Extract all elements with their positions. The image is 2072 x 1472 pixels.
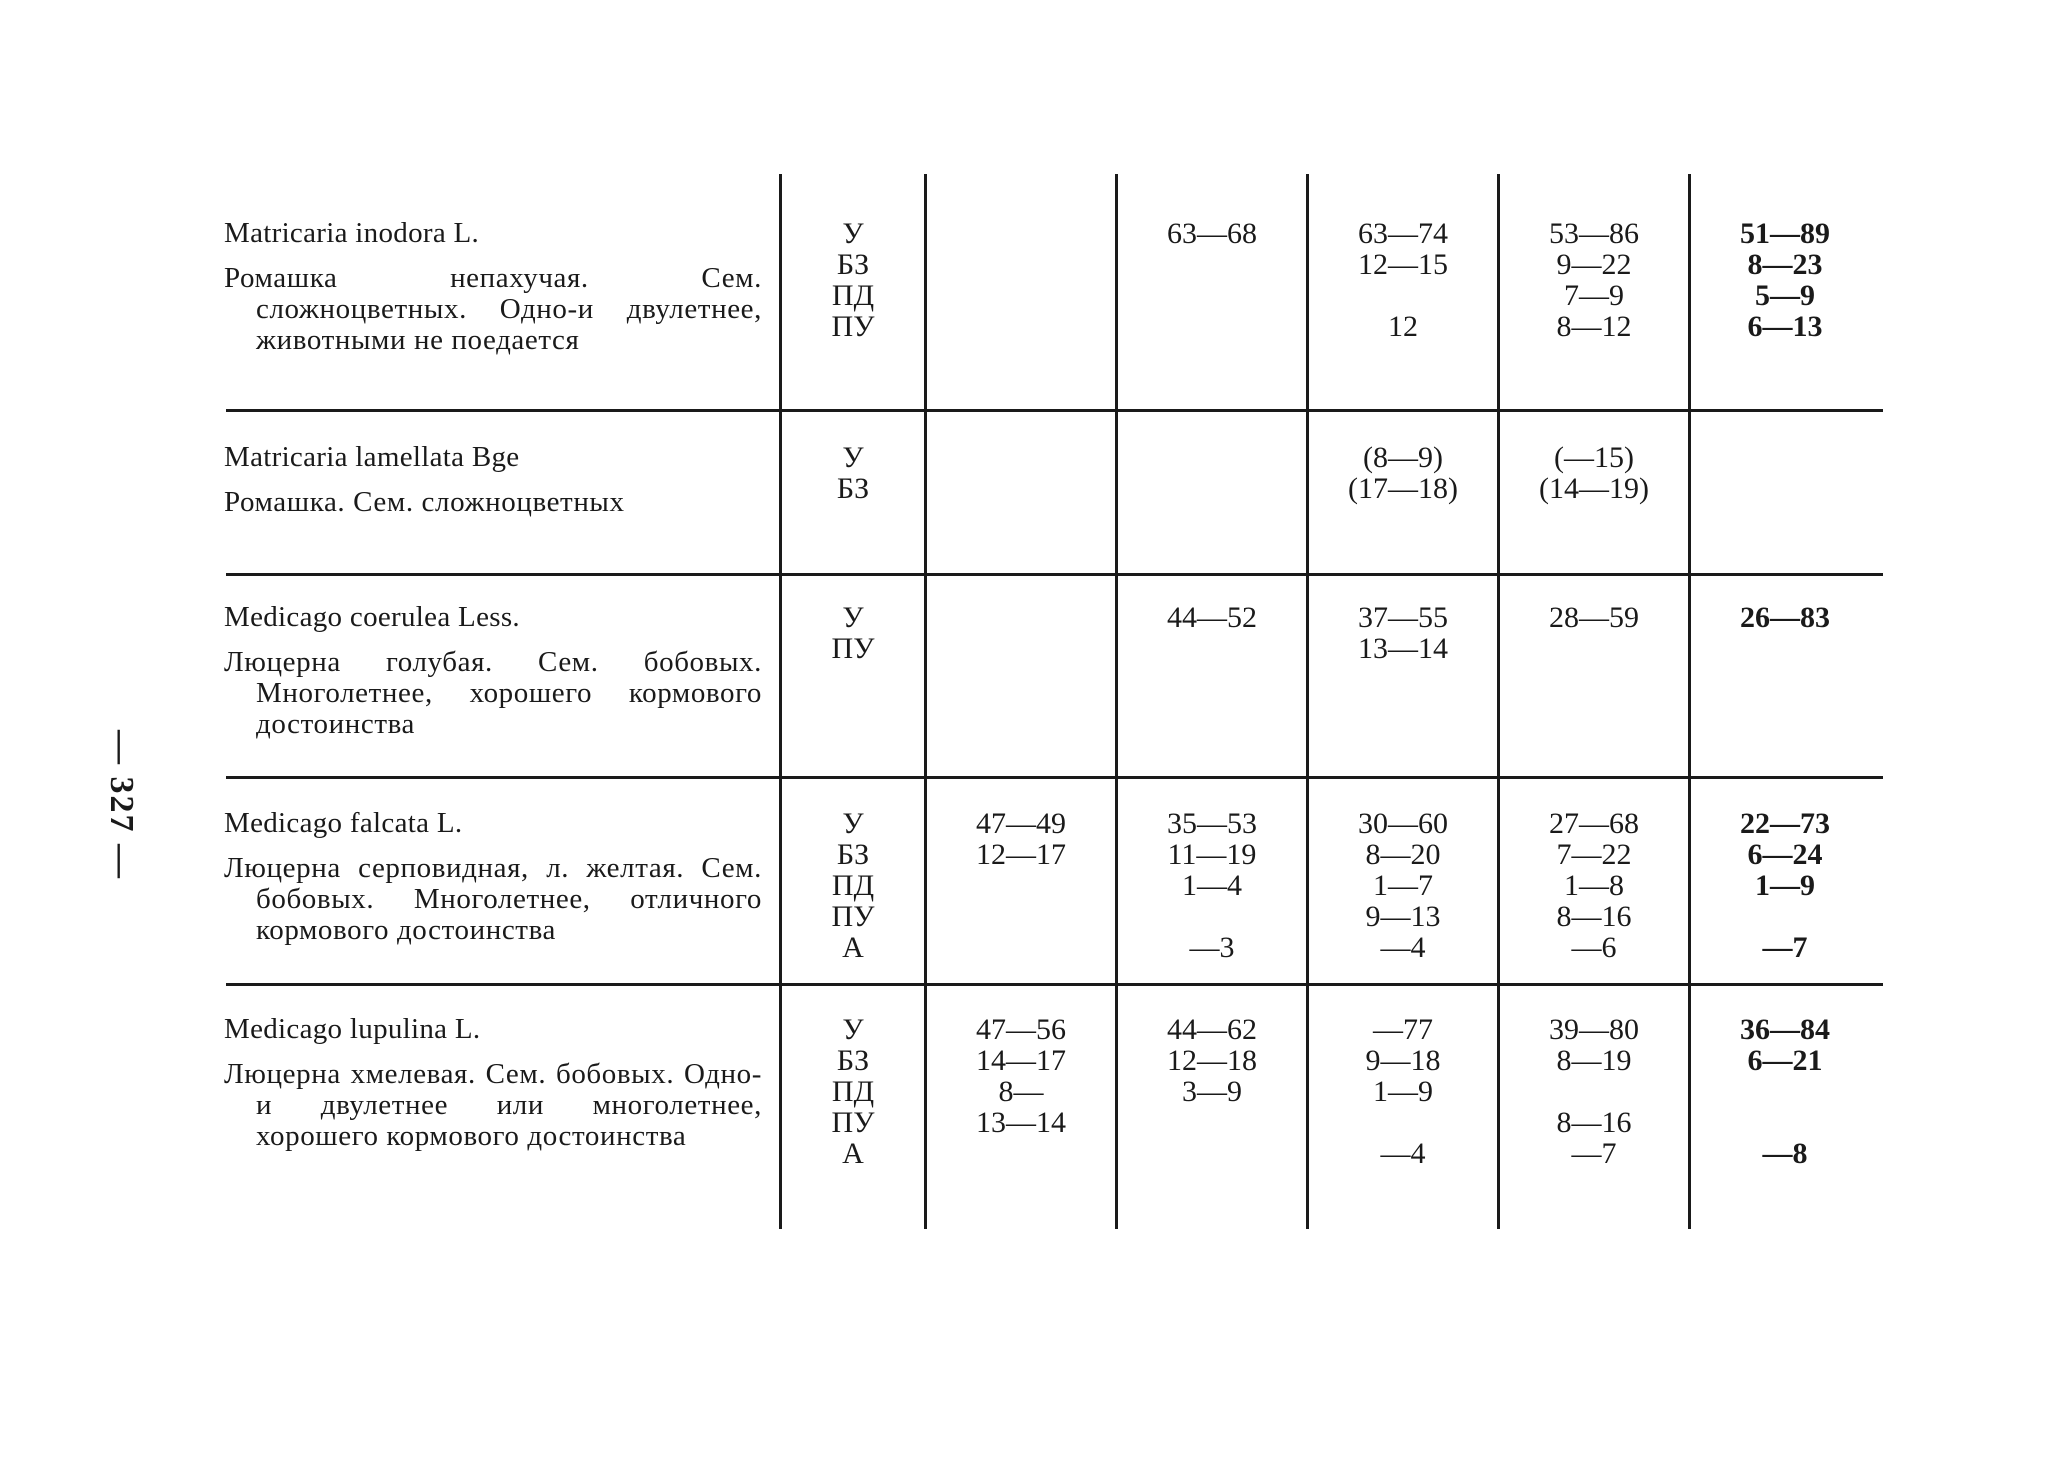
column-rule bbox=[1115, 174, 1118, 1229]
species-description: Ромашка непахучая. Сем. сложноцветных. Одно-и двулетнее, животными не поедается bbox=[224, 262, 762, 356]
row-separator bbox=[226, 776, 1883, 779]
species-description: Люцерна голубая. Сем. бобовых. Многолетнее, хорошего кормового достоинства bbox=[224, 646, 762, 740]
row-separator bbox=[226, 573, 1883, 576]
table-row bbox=[224, 808, 762, 946]
value-cell: 44—52 bbox=[1167, 601, 1257, 634]
value-cell: 37—55 13—14 bbox=[1358, 601, 1448, 665]
code-cell: У ПУ bbox=[831, 601, 875, 665]
column-rule bbox=[1306, 174, 1309, 1229]
value-cell: 36—84 6—21 —8 bbox=[1740, 1013, 1830, 1170]
value-cell bbox=[1119, 442, 1305, 504]
code-cell: У БЗ ПД ПУ А bbox=[831, 807, 875, 964]
species-description: Ромашка. Сем. сложноцветных bbox=[224, 486, 625, 518]
species-latin-name: Matricaria inodora L. bbox=[224, 217, 480, 249]
column-rule bbox=[779, 174, 782, 1229]
species-latin-name: Medicago lupulina L. bbox=[224, 1013, 481, 1045]
value-cell bbox=[928, 602, 1114, 664]
value-cell bbox=[928, 218, 1114, 342]
row-separator bbox=[226, 409, 1883, 412]
species-latin-name: Medicago coerulea Less. bbox=[224, 601, 520, 633]
value-cell: (8—9) (17—18) bbox=[1348, 441, 1458, 505]
value-cell: 26—83 bbox=[1740, 601, 1830, 634]
value-cell: 35—53 11—19 1—4 —3 bbox=[1167, 807, 1257, 964]
table-row bbox=[224, 1014, 762, 1152]
value-cell: (—15) (14—19) bbox=[1539, 441, 1649, 505]
column-rule bbox=[1688, 174, 1691, 1229]
value-cell: 53—86 9—22 7—9 8—12 bbox=[1549, 217, 1639, 343]
species-latin-name: Medicago falcata L. bbox=[224, 807, 463, 839]
column-rule bbox=[924, 174, 927, 1229]
value-cell: 30—60 8—20 1—7 9—13 —4 bbox=[1358, 807, 1448, 964]
page-number: — 327 — bbox=[103, 730, 140, 880]
code-cell: У БЗ ПД ПУ bbox=[831, 217, 875, 343]
value-cell: 44—62 12—18 3—9 bbox=[1167, 1013, 1257, 1108]
value-cell: 51—89 8—23 5—9 6—13 bbox=[1740, 217, 1830, 343]
value-cell: 28—59 bbox=[1549, 601, 1639, 634]
value-cell: 63—74 12—15 12 bbox=[1358, 217, 1448, 343]
species-description: Люцерна серповидная, л. желтая. Сем. бобовых. Многолетнее, отличного кормового достоинства bbox=[224, 852, 762, 946]
value-cell: 22—73 6—24 1—9 —7 bbox=[1740, 807, 1830, 964]
column-rule bbox=[1497, 174, 1500, 1229]
table-row bbox=[224, 442, 762, 518]
value-cell: 63—68 bbox=[1167, 217, 1257, 250]
value-cell: 27—68 7—22 1—8 8—16 —6 bbox=[1549, 807, 1639, 964]
value-cell bbox=[1692, 442, 1878, 504]
value-cell: 47—49 12—17 bbox=[976, 807, 1066, 871]
table-row bbox=[224, 218, 762, 356]
table-row bbox=[224, 602, 762, 740]
value-cell: 47—56 14—17 8— 13—14 bbox=[976, 1013, 1066, 1139]
value-cell: 39—80 8—19 8—16 —7 bbox=[1549, 1013, 1639, 1170]
row-separator bbox=[226, 983, 1883, 986]
code-cell: У БЗ bbox=[836, 441, 870, 505]
value-cell bbox=[928, 442, 1114, 504]
code-cell: У БЗ ПД ПУ А bbox=[831, 1013, 875, 1170]
species-latin-name: Matricaria lamellata Bge bbox=[224, 441, 520, 473]
species-description: Люцерна хмелевая. Сем. бобовых. Одно-и двулетнее или многолетнее, хорошего кормового достоинства bbox=[224, 1058, 762, 1152]
value-cell: —77 9—18 1—9 —4 bbox=[1365, 1013, 1441, 1170]
